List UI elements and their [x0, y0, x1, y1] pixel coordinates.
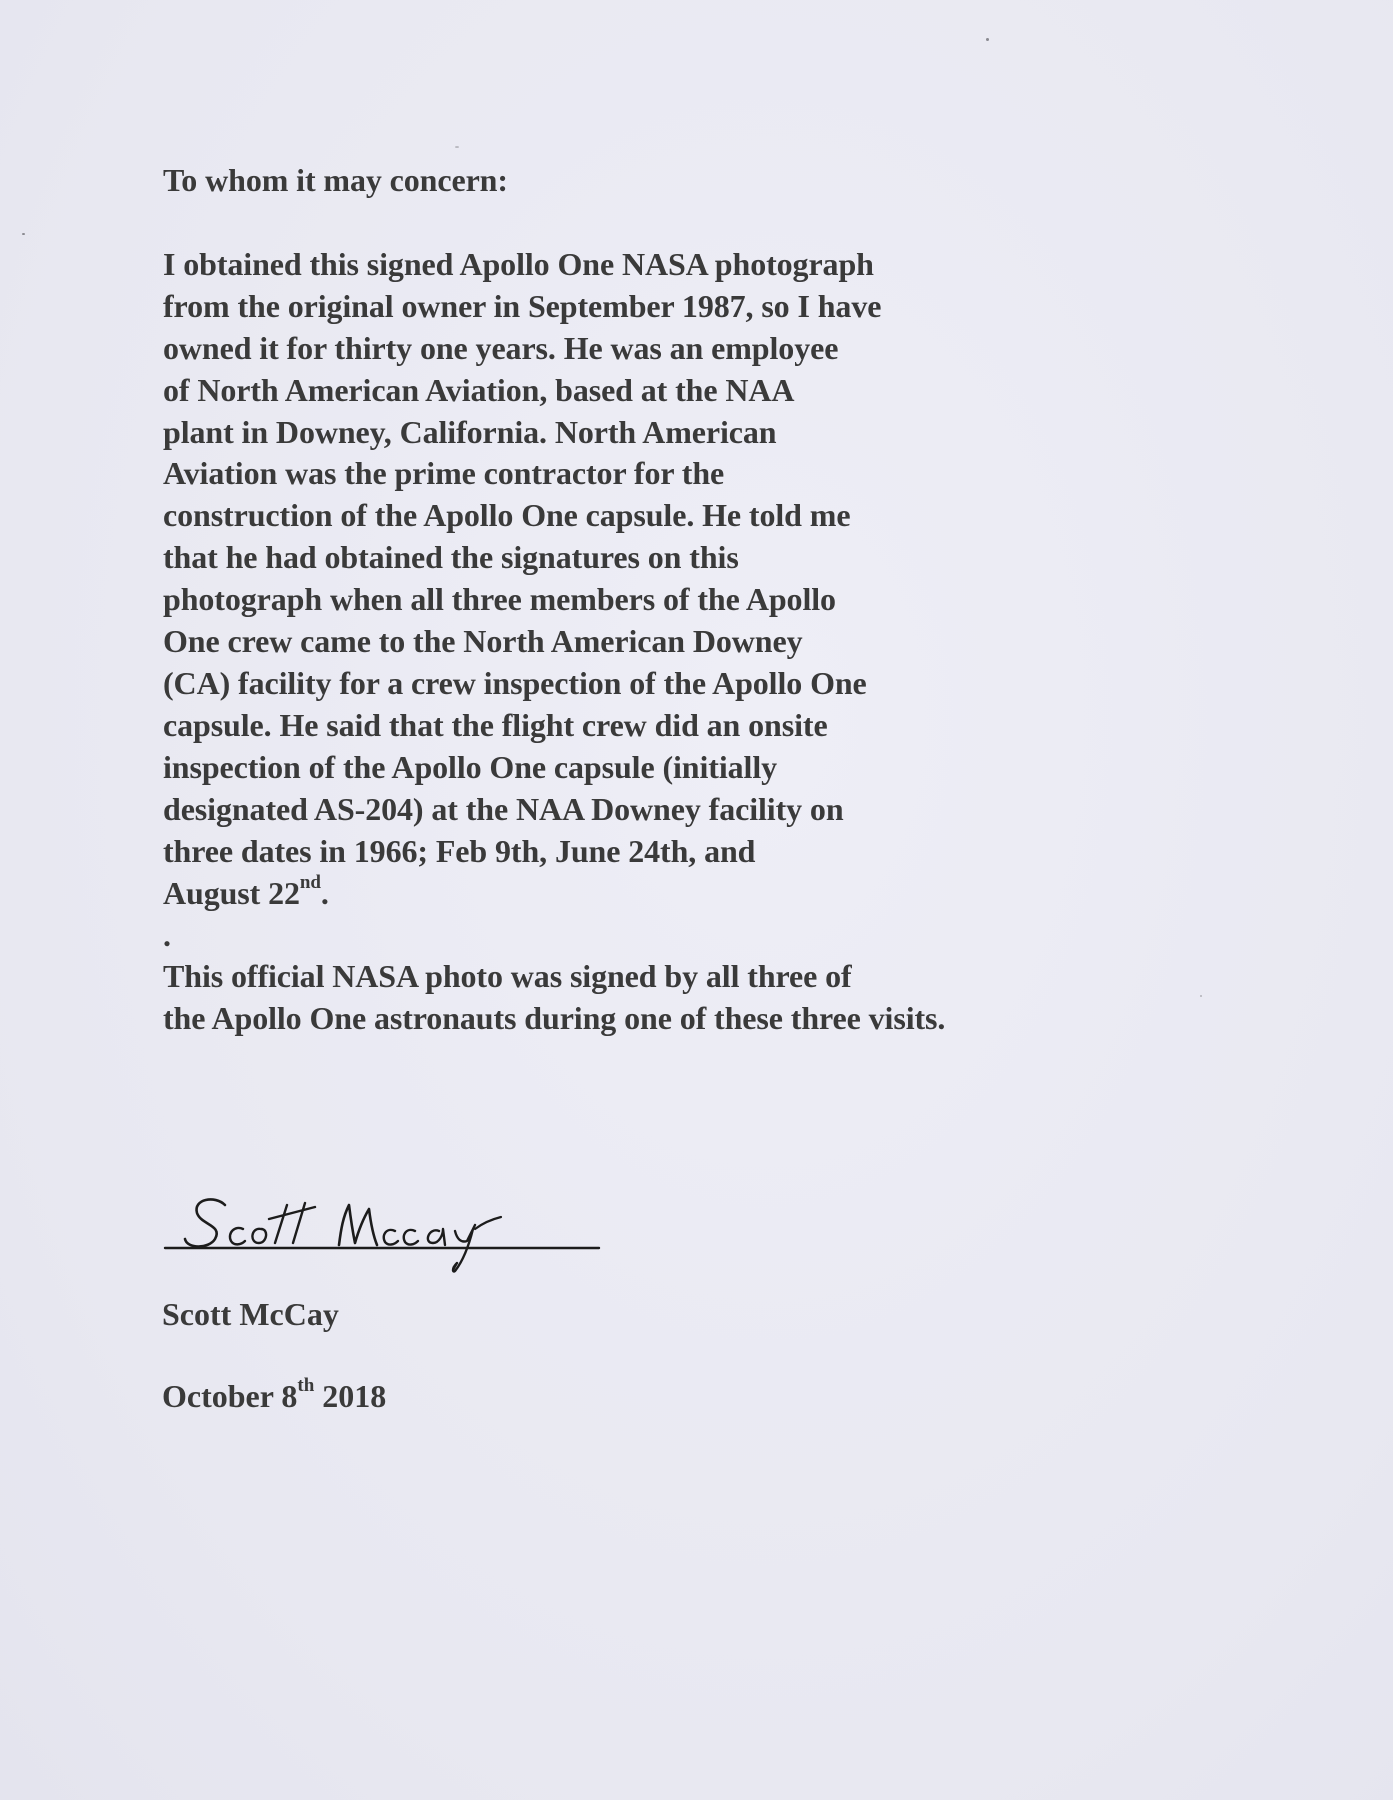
- paper-speck: [22, 233, 25, 235]
- last-line-end: .: [320, 874, 329, 911]
- paragraph-1-last-line: [163, 873, 1163, 915]
- letter-body: [163, 160, 1163, 1040]
- letter-date: [162, 1376, 386, 1416]
- paper-speck: [986, 38, 989, 41]
- paragraph-2: [163, 956, 1163, 1040]
- ordinal-suffix: nd: [299, 871, 321, 893]
- paragraph-2-line: the Apollo One astronauts during one of these three visits.: [163, 1000, 946, 1037]
- paragraph-1-line: inspection of the Apollo One capsule (initially: [163, 748, 778, 785]
- date-year: 2018: [314, 1378, 387, 1414]
- paragraph-1-line: photograph when all three members of the Apollo: [163, 581, 836, 618]
- last-line-text: August 22: [163, 874, 300, 911]
- paragraph-1-line: Aviation was the prime contractor for the: [163, 455, 725, 492]
- paragraph-1-line: I obtained this signed Apollo One NASA photograph: [163, 245, 874, 282]
- handwritten-signature: [163, 1185, 603, 1275]
- stray-dot: .: [163, 917, 171, 954]
- date-text: October 8: [162, 1378, 298, 1414]
- signer-name: Scott McCay: [162, 1296, 339, 1332]
- paragraph-1-line: plant in Downey, California. North American: [163, 413, 777, 450]
- salutation: To whom it may concern:: [163, 162, 508, 198]
- paragraph-1-line: from the original owner in September 1987, so I have: [163, 287, 882, 324]
- paragraph-1-line: three dates in 1966; Feb 9th, June 24th, and: [163, 832, 756, 869]
- paragraph-1-line: of North American Aviation, based at the NAA: [163, 371, 795, 408]
- paragraph-2-line: This official NASA photo was signed by all three of: [163, 958, 852, 995]
- paragraph-1-line: capsule. He said that the flight crew did an onsite: [163, 706, 828, 743]
- paper-speck: [1200, 995, 1202, 997]
- paragraph-1-line: (CA) facility for a crew inspection of the Apollo One: [163, 664, 867, 701]
- paragraph-1-line: designated AS-204) at the NAA Downey facility on: [163, 790, 844, 827]
- paragraph-1-line: One crew came to the North American Downey: [163, 623, 803, 660]
- date-ordinal-suffix: th: [297, 1375, 315, 1397]
- paragraph-1-line: construction of the Apollo One capsule. He told me: [163, 497, 851, 534]
- paragraph-1-line: owned it for thirty one years. He was an employee: [163, 329, 839, 366]
- paragraph-1: [163, 244, 1163, 915]
- paragraph-1-line: that he had obtained the signatures on this: [163, 539, 739, 576]
- paper-speck: [455, 146, 459, 148]
